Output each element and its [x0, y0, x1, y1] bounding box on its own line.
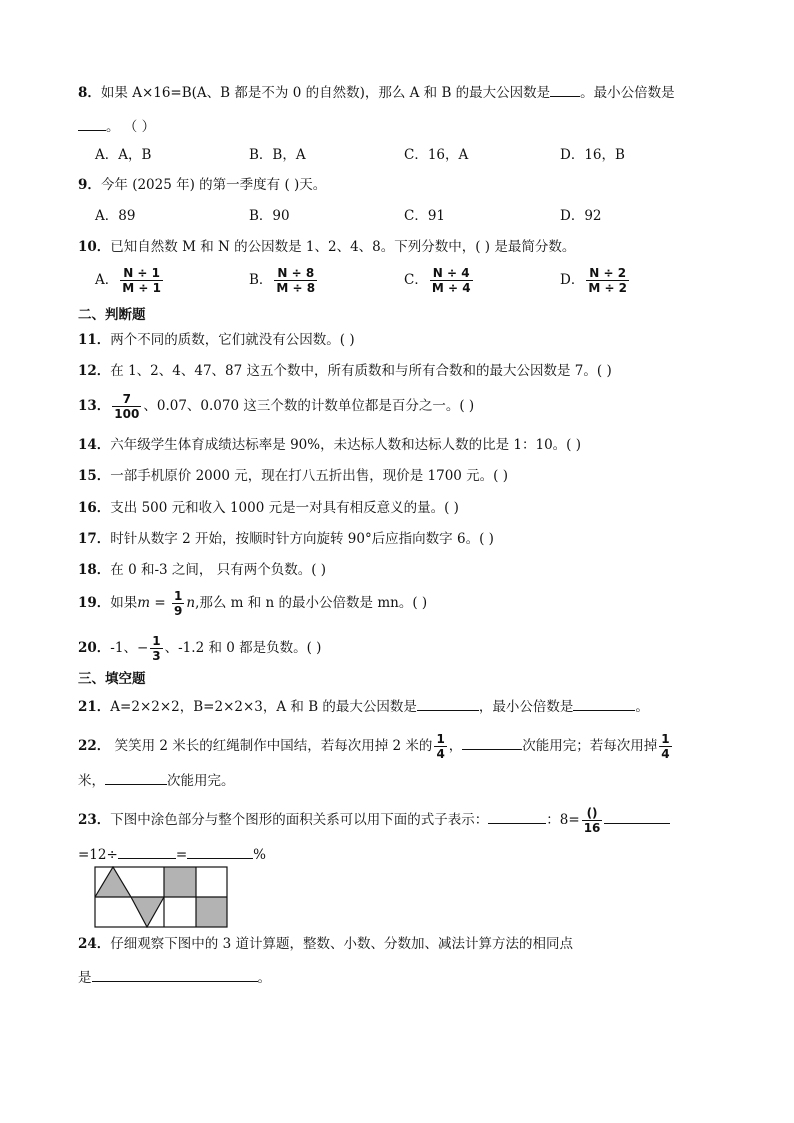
question-text: ，最小公倍数是 [478, 699, 574, 715]
question-text: 米， [78, 773, 105, 789]
question-15 [78, 467, 508, 485]
section-title-judgement: 二、判断题 [78, 307, 146, 323]
section-title-fill-in: 三、填空题 [78, 671, 146, 687]
option-fraction [120, 266, 163, 295]
question-13 [78, 392, 474, 421]
fraction [150, 634, 162, 663]
question-text: =12÷ [78, 847, 118, 863]
question-text: 时针从数字 2 开始，按顺时针方向旋转 90°后应指向数字 6。( ) [110, 531, 494, 547]
fraction-numerator: 1 [152, 634, 161, 648]
answer-blank[interactable] [550, 82, 580, 97]
option-fraction [430, 266, 473, 295]
option-label: D． [560, 272, 585, 288]
fraction [434, 732, 446, 761]
question-number: 22． [78, 738, 111, 754]
answer-blank[interactable] [118, 844, 176, 859]
option-b[interactable]: B．B，A [249, 147, 306, 163]
fraction-numerator: 1 [174, 589, 183, 603]
question-text: A=2×2×2，B=2×2×3，A 和 B 的最大公因数是 [110, 699, 417, 715]
fraction-denominator: 16 [583, 821, 601, 835]
question-text: 是 [78, 970, 92, 986]
question-number: 17． [78, 531, 111, 547]
question-text: 。 [257, 970, 271, 986]
shaded-triangle-down [131, 897, 164, 927]
question-number: 8． [78, 85, 101, 101]
fraction-denominator: 4 [661, 747, 670, 761]
fraction [582, 806, 603, 835]
question-number: 9． [78, 177, 101, 193]
shaded-triangle-up [95, 867, 131, 897]
question-12 [78, 362, 612, 380]
question-text: 如果 [110, 595, 138, 611]
question-number: 19． [78, 595, 111, 611]
shaded-figure [94, 866, 228, 928]
fraction-denominator: 4 [436, 747, 445, 761]
question-text: 。最小公倍数是 [580, 85, 675, 101]
answer-blank[interactable] [105, 770, 167, 785]
question-text: 如果 A×16=B(A、B 都是不为 0 的自然数)，那么 A 和 B 的最大公因数是 [100, 85, 551, 101]
question-text: 、-1.2 和 0 都是负数。( ) [164, 640, 322, 656]
option-c[interactable]: C．16，A [404, 147, 469, 163]
fraction-denominator: M ÷ 4 [431, 281, 471, 295]
question-number: 18． [78, 562, 111, 578]
question-number: 15． [78, 468, 111, 484]
option-a[interactable]: A．A，B [95, 147, 152, 163]
question-19 [78, 589, 427, 618]
option-b[interactable] [249, 266, 319, 295]
answer-blank[interactable] [187, 844, 253, 859]
question-text: 一部手机原价 2000 元，现在打八五折出售，现价是 1700 元。( ) [110, 468, 508, 484]
question-number: 16． [78, 500, 111, 516]
question-21 [78, 696, 649, 716]
question-16 [78, 499, 459, 517]
answer-blank[interactable] [573, 696, 635, 711]
question-9 [78, 176, 326, 194]
question-number: 11． [78, 332, 111, 348]
fraction-numerator-blank[interactable]: () [582, 806, 603, 821]
fraction-denominator: 100 [114, 407, 140, 421]
answer-blank[interactable] [488, 809, 546, 824]
answer-blank[interactable] [462, 735, 522, 750]
question-text: 在 1、2、4、47、87 这五个数中，所有质数和与所有合数和的最大公因数是 7。( ) [110, 363, 612, 379]
variable-n: n [186, 595, 196, 611]
question-text: ， [448, 738, 463, 754]
question-number: 24． [78, 936, 111, 952]
fraction-numerator: N ÷ 1 [120, 266, 163, 281]
question-text: 下图中涂色部分与整个图形的面积关系可以用下面的式子表示： [110, 812, 489, 828]
fraction-denominator: M ÷ 1 [122, 281, 161, 295]
option-d[interactable]: D．92 [560, 208, 602, 224]
question-8-cont [78, 116, 155, 136]
answer-blank[interactable] [92, 967, 258, 982]
option-c[interactable] [404, 266, 475, 295]
fraction-numerator: N ÷ 2 [586, 266, 629, 281]
fraction-denominator: 3 [152, 649, 161, 663]
fraction-numerator: 7 [112, 392, 141, 407]
question-11 [78, 331, 355, 349]
question-text: 。 [635, 699, 649, 715]
question-text: 六年级学生体育成绩达标率是 90%，未达标人数和达标人数的比是 1：10。( ) [110, 437, 581, 453]
fraction-numerator: N ÷ 4 [430, 266, 473, 281]
option-label: C． [404, 272, 428, 288]
shaded-square-top [164, 867, 196, 897]
question-text: 笑笑用 2 米长的红绳制作中国结，若每次用掉 2 米的 [110, 738, 433, 754]
fraction [112, 392, 141, 421]
fraction [659, 732, 671, 761]
question-number: 21． [78, 699, 111, 715]
option-a[interactable] [95, 266, 165, 295]
question-22-cont [78, 770, 235, 790]
option-label: B． [249, 272, 273, 288]
question-20 [78, 634, 321, 663]
fraction [172, 589, 184, 618]
question-number: 14． [78, 437, 111, 453]
question-text: ,那么 m 和 n 的最小公倍数是 mn。( ) [195, 595, 428, 611]
question-text: 仔细观察下图中的 3 道计算题，整数、小数、分数加、减法计算方法的相同点 [110, 936, 573, 952]
option-a[interactable]: A．89 [95, 208, 136, 224]
option-fraction [274, 266, 317, 295]
question-text: 次能用完；若每次用掉 [522, 738, 658, 754]
option-b[interactable]: B．90 [249, 208, 290, 224]
answer-blank[interactable] [604, 809, 670, 824]
question-23 [78, 806, 670, 835]
question-number: 23． [78, 812, 111, 828]
equals-sign: = [150, 595, 171, 611]
question-text: = [175, 847, 188, 863]
question-text: 。 （ ） [106, 119, 156, 135]
question-17 [78, 530, 494, 548]
fraction-denominator: M ÷ 8 [276, 281, 316, 295]
question-text: 在 0 和-3 之间， 只有两个负数。( ) [110, 562, 327, 578]
question-10 [78, 238, 575, 256]
question-number: 13． [78, 398, 111, 414]
variable-m: m [137, 595, 151, 611]
question-8 [78, 82, 675, 102]
question-text: 今年 (2025 年) 的第一季度有 ( )天。 [100, 177, 327, 193]
option-d[interactable]: D．16，B [560, 147, 625, 163]
answer-blank[interactable] [417, 696, 479, 711]
question-24-cont [78, 967, 271, 987]
option-label: A． [95, 272, 119, 288]
question-text: 次能用完。 [167, 773, 235, 789]
shaded-square-bottom [196, 897, 227, 927]
question-23-cont [78, 844, 266, 864]
question-number: 20． [78, 640, 111, 656]
answer-blank[interactable] [78, 116, 106, 131]
question-number: 12． [78, 363, 111, 379]
question-text: % [253, 847, 266, 863]
fraction-denominator: 9 [174, 604, 183, 618]
question-text: 两个不同的质数，它们就没有公因数。( ) [110, 332, 355, 348]
question-text: ：8= [546, 812, 580, 828]
fraction-numerator: 1 [661, 732, 670, 746]
question-text: 支出 500 元和收入 1000 元是一对具有相反意义的量。( ) [110, 500, 459, 516]
question-14 [78, 436, 581, 454]
question-22 [78, 732, 674, 761]
question-18 [78, 561, 326, 579]
fraction-denominator: M ÷ 2 [588, 281, 628, 295]
question-text: -1、− [110, 640, 149, 656]
option-d[interactable] [560, 266, 631, 295]
question-number: 10． [78, 239, 111, 255]
fraction-numerator: 1 [436, 732, 445, 746]
question-text: 已知自然数 M 和 N 的公因数是 1、2、4、8。下列分数中，( ) 是最简分数。 [110, 239, 576, 255]
fraction-numerator: N ÷ 8 [274, 266, 317, 281]
question-text: 、0.07、0.070 这三个数的计数单位都是百分之一。( ) [143, 398, 475, 414]
option-c[interactable]: C．91 [404, 208, 446, 224]
option-fraction [586, 266, 629, 295]
question-24 [78, 935, 573, 953]
